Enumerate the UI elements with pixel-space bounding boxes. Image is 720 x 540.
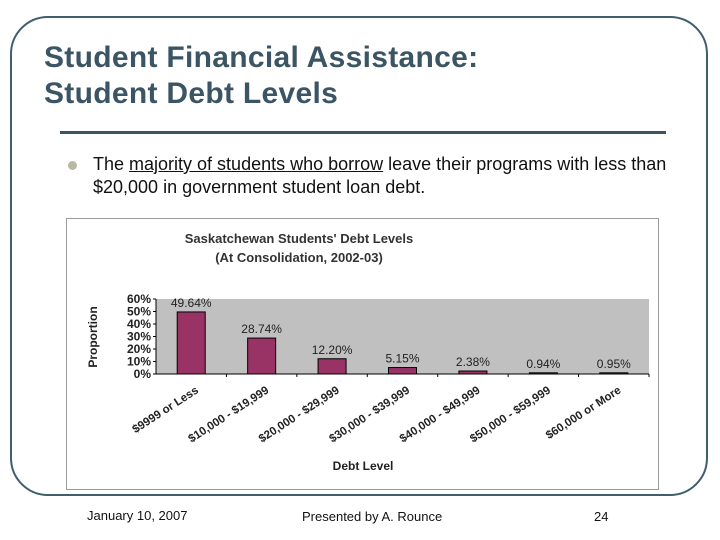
y-tick-label: 40%: [126, 317, 151, 331]
bullet-text-pre: The: [93, 154, 130, 174]
data-label: 2.38%: [455, 355, 490, 370]
x-tick-label: $40,000 - $49,999: [397, 384, 483, 446]
bullet-text-underlined: majority of students who borrow: [129, 154, 384, 174]
bar-chart: [67, 219, 658, 489]
chart-title: Saskatchewan Students' Debt Levels: [184, 231, 414, 246]
x-tick-label: $50,000 - $59,999: [468, 384, 553, 446]
slide-title: [44, 40, 684, 112]
bar: [318, 359, 346, 374]
bar: [177, 312, 205, 374]
x-tick-label: $60,000 or More: [543, 384, 624, 442]
bar: [529, 373, 557, 374]
title-line-1: Student Financial Assistance:: [44, 41, 479, 74]
footer-presenter: Presented by A. Rounce: [302, 509, 443, 524]
x-tick-label: $9999 or Less: [130, 384, 201, 436]
bullet-text-post: leave their programs with less than $20,000 in government student loan debt.: [93, 154, 667, 197]
bar: [600, 373, 628, 374]
x-tick-label: $30,000 - $39,999: [327, 384, 413, 446]
data-label: 49.64%: [170, 295, 212, 310]
data-label: 28.74%: [241, 322, 282, 337]
bar: [459, 371, 487, 374]
x-axis-label: Debt Level: [332, 459, 394, 473]
y-tick-label: 60%: [126, 292, 151, 306]
y-axis-label: Proportion: [86, 306, 100, 368]
bullet-text: [93, 153, 693, 199]
plot-area: [127, 292, 649, 445]
y-tick-label: 30%: [126, 329, 151, 344]
bar: [389, 368, 417, 374]
x-tick-label: $20,000 - $29,999: [256, 384, 342, 446]
data-label: 0.95%: [596, 356, 631, 371]
chart-subtitle: (At Consolidation, 2002-03): [215, 250, 383, 265]
footer-date: January 10, 2007: [87, 508, 188, 523]
bullet-icon: [68, 161, 77, 170]
bar: [248, 338, 276, 374]
footer-page-number: 24: [594, 509, 609, 524]
data-label: 0.94%: [526, 356, 561, 371]
title-line-2: Student Debt Levels: [44, 77, 339, 110]
chart-container: [66, 218, 659, 490]
title-divider: [60, 131, 666, 134]
y-tick-label: 20%: [126, 342, 151, 356]
y-tick-label: 50%: [126, 304, 151, 319]
y-tick-label: 10%: [126, 354, 151, 369]
data-label: 5.15%: [385, 351, 420, 366]
y-tick-label: 0%: [133, 367, 151, 381]
data-label: 12.20%: [311, 342, 353, 357]
x-tick-label: $10,000 - $19,999: [186, 384, 272, 446]
